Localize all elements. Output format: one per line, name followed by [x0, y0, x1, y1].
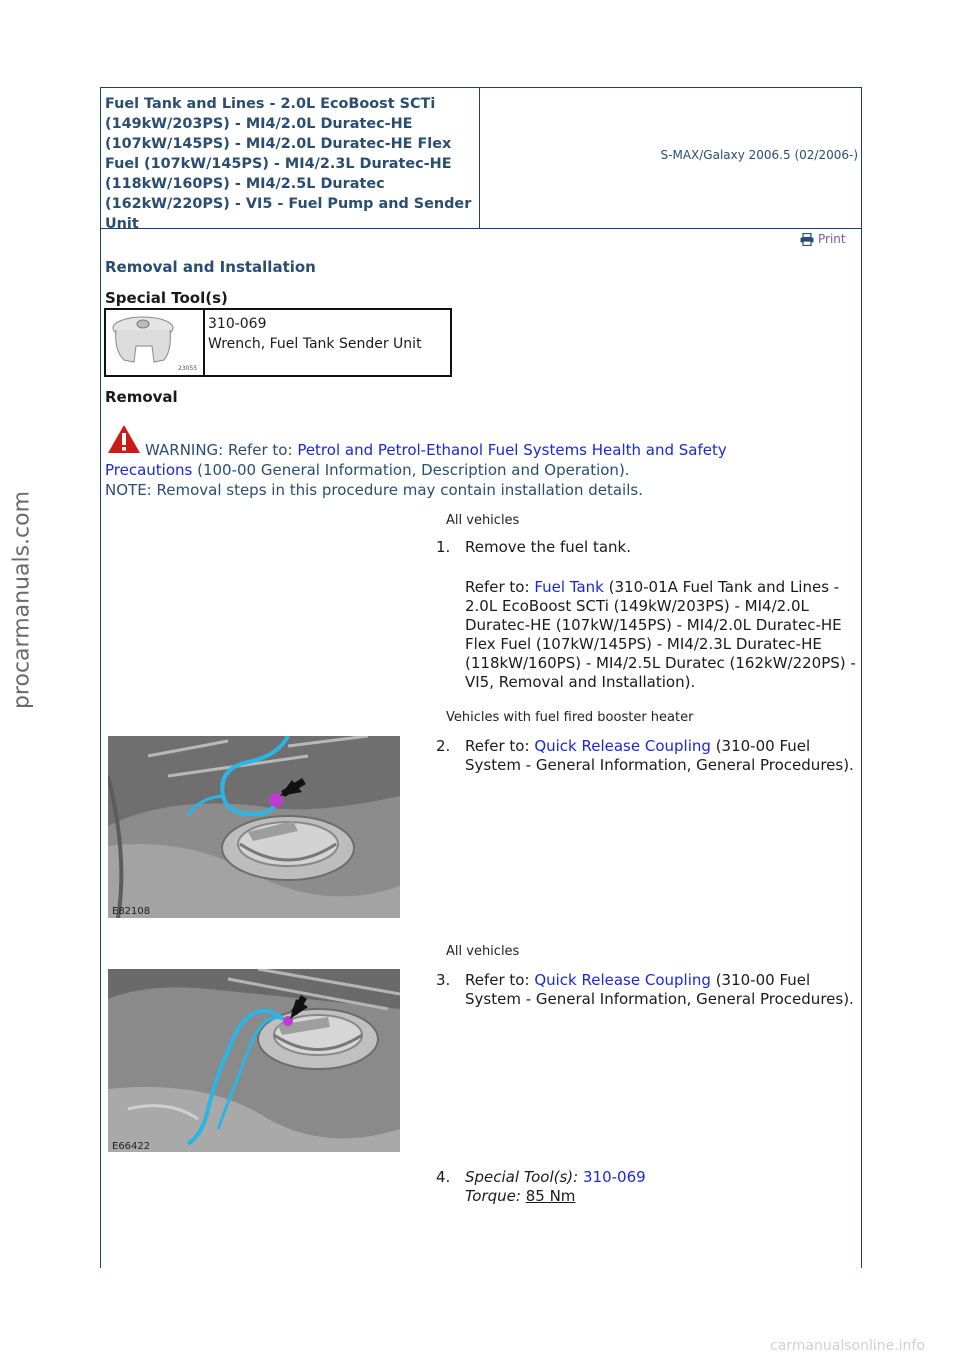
tool-image-code: 23055 [178, 365, 198, 372]
special-tool-line: Special Tool(s): 310-069 [465, 1168, 646, 1186]
print-button[interactable] [800, 232, 846, 246]
print-label[interactable]: Print [818, 232, 846, 246]
printer-icon [800, 233, 814, 246]
torque-line: Torque: 85 Nm [465, 1187, 576, 1205]
tool-illustration [106, 310, 205, 375]
step1-condition: All vehicles [446, 513, 520, 528]
warning-link[interactable]: Petrol and Petrol-Ethanol Fuel Systems Health and Safety Precautions [105, 441, 727, 479]
step-number: 4. [436, 1168, 451, 1186]
step3-photo [108, 969, 400, 1152]
step2-condition: Vehicles with fuel fired booster heater [446, 710, 694, 725]
side-watermark: procarmanuals.com [9, 490, 35, 710]
special-tool-link[interactable]: 310-069 [583, 1168, 646, 1186]
quick-release-coupling-link[interactable]: Quick Release Coupling [534, 737, 711, 755]
special-tools-heading: Special Tool(s) [105, 289, 228, 307]
section-title: Removal and Installation [105, 258, 316, 276]
warning-text: WARNING: Refer to: Petrol and Petrol-Ethanol Fuel Systems Health and Safety Precautions (100-00 General Information, Description and Operation). [105, 441, 727, 479]
special-tool-table [104, 308, 452, 377]
step-text: Remove the fuel tank. [465, 538, 632, 556]
bottom-watermark: carmanualsonline.info [770, 1338, 925, 1354]
step-reference: Refer to: Quick Release Coupling (310-00 Fuel System - General Information, General Procedures). [465, 737, 854, 774]
step-reference: Refer to: Fuel Tank (310-01A Fuel Tank and Lines - 2.0L EcoBoost SCTi (149kW/203PS) - MI4/2.0L Duratec-HE (107kW/145PS) - MI4/2.0L Duratec-HE Flex Fuel (107kW/145PS) - MI4/2.3L Duratec-HE (118kW/160PS) - MI4/2.5L Duratec (162kW/220PS) - VI5, Removal and Installation). [465, 578, 856, 691]
step2-image-code: E82108 [112, 906, 151, 917]
tool-name: Wrench, Fuel Tank Sender Unit [208, 336, 422, 352]
step3-image-code: E66422 [112, 1141, 151, 1152]
step-reference: Refer to: Quick Release Coupling (310-00 Fuel System - General Information, General Procedures). [465, 971, 854, 1008]
step-number: 2. [436, 737, 451, 755]
step-number: 3. [436, 971, 451, 989]
fuel-tank-link[interactable]: Fuel Tank [534, 578, 604, 596]
quick-release-coupling-link[interactable]: Quick Release Coupling [534, 971, 711, 989]
vehicle-model: S-MAX/Galaxy 2006.5 (02/2006-) [660, 148, 858, 162]
note-text: NOTE: Removal steps in this procedure may contain installation details. [105, 481, 643, 499]
step2-photo [108, 736, 400, 918]
step-number: 1. [436, 538, 451, 556]
page-title: Fuel Tank and Lines - 2.0L EcoBoost SCTi (149kW/203PS) - MI4/2.0L Duratec-HE (107kW/145PS) - MI4/2.0L Duratec-HE Flex Fuel (107kW/145PS) - MI4/2.3L Duratec-HE (118kW/160PS) - MI4/2.5L Duratec (162kW/220PS) - VI5 - Fuel Pump and Sender Unit [105, 96, 472, 232]
step3-condition: All vehicles [446, 944, 520, 959]
tool-number: 310-069 [208, 316, 267, 332]
removal-heading: Removal [105, 388, 178, 406]
torque-value: 85 Nm [525, 1187, 576, 1205]
